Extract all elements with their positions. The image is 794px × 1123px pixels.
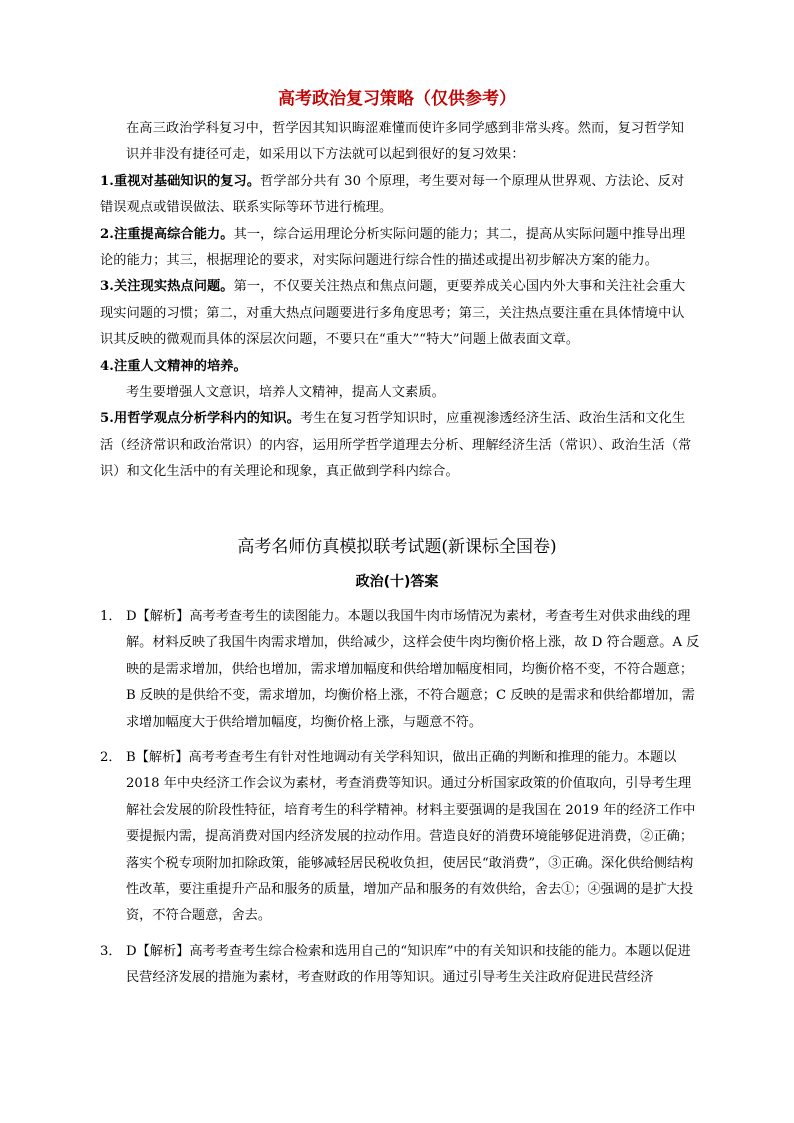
strategy-point-2 xyxy=(100,222,696,275)
point-heading: 2.注重提高综合能力。 xyxy=(100,226,234,242)
answer-number: 3． xyxy=(100,943,122,959)
answer-number: 2． xyxy=(100,750,122,766)
strategy-point-3 xyxy=(100,274,696,353)
strategy-point-5 xyxy=(100,406,696,485)
answer-number: 1． xyxy=(100,609,122,624)
point-heading: 4.注重人文精神的培养。 xyxy=(100,358,247,374)
point-heading: 1.重视对基础知识的复习。 xyxy=(100,173,261,189)
point-heading: 5.用哲学观点分析学科内的知识。 xyxy=(100,411,300,427)
answer-item xyxy=(100,745,700,930)
point-body: 考生在复习哲学知识时，应重视渗透经济生活、政治生活和文化生活（经济常识和政治常识）的内容，运用所学哲学道理去分析、理解经济生活（常识）、政治生活（常识）和文化生活中的有关理论和现象，真正做到学科内综合。 xyxy=(100,411,692,480)
strategy-point-1 xyxy=(100,169,696,222)
point-body: 其一，综合运用理论分析实际问题的能力；其二，提高从实际问题中推导出理论的能力；其三，根据理论的要求，对实际问题进行综合性的描述或提出初步解决方案的能力。 xyxy=(100,226,686,269)
answer-list xyxy=(100,604,700,1001)
point-body: 第一，不仅要关注热点和焦点问题，更要养成关心国内外大事和关注社会重大现实问题的习惯；第二，对重大热点问题要进行多角度思考；第三，关注热点要注重在具体情境中认识其反映的微观而具体的深层次问题，不要只在“重大”“特大”问题上做表面文章。 xyxy=(100,279,686,348)
answer-text: D【解析】高考考查考生的读图能力。本题以我国牛肉市场情况为素材，考查考生对供求曲线的理解。材料反映了我国牛肉需求增加，供给减少，这样会使牛肉均衡价格上涨，故 D 符合题意。A 反映的是需求增加，供给也增加，需求增加幅度和供给增加幅度相同，均衡价格不变，不符合题意；B 反映的是供给不变，需求增加，均衡价格上涨，不符合题意；C 反映的是需求和供给都增加，需求增加幅度大于供给增加幅度，均衡价格上涨，与题意不符。 xyxy=(126,609,700,730)
strategy-point-4 xyxy=(100,354,696,380)
answer-item xyxy=(100,939,700,992)
exam-subtitle: 政治(十)答案 xyxy=(355,574,439,590)
strategy-body xyxy=(100,116,696,486)
answer-text: B【解析】高考考查考生有针对性地调动有关学科知识，做出正确的判断和推理的能力。本题以 2018 年中央经济工作会议为素材，考查消费等知识。通过分析国家政策的价值取向，引导考生理解社会发展的阶段性特征，培育考生的科学精神。材料主要强调的是我国在 2019 年的经济工作中要提振内需，提高消费对国内经济发展的拉动作用。营造良好的消费环境能够促进消费，②正确；落实个税专项附加扣除政策，能够减轻居民税收负担，使居民“敢消费”，③正确。深化供给侧结构性改革，要注重提升产品和服务的质量，增加产品和服务的有效供给，舍去①；④强调的是扩大投资，不符合题意，舍去。 xyxy=(126,750,696,924)
point-heading: 3.关注现实热点问题。 xyxy=(100,279,234,295)
strategy-point-4-body: 考生要增强人文意识，培养人文精神，提高人文素质。 xyxy=(126,385,445,401)
answer-text: D【解析】高考考查考生综合检索和选用自己的“知识库”中的有关知识和技能的能力。本题以促进民营经济发展的措施为素材，考查财政的作用等知识。通过引导考生关注政府促进民营经济 xyxy=(126,943,691,986)
exam-title: 高考名师仿真模拟联考试题(新课标全国卷) xyxy=(237,537,557,557)
strategy-intro: 在高三政治学科复习中，哲学因其知识晦涩难懂而使许多同学感到非常头疼。然而，复习哲学知识并非没有捷径可走，如采用以下方法就可以起到很好的复习效果： xyxy=(126,121,685,163)
answer-item xyxy=(100,604,700,736)
point-body: 哲学部分共有 30 个原理，考生要对每一个原理从世界观、方法论、反对错误观点或错误做法、联系实际等环节进行梳理。 xyxy=(100,173,685,216)
strategy-title: 高考政治复习策略（仅供参考） xyxy=(278,89,516,109)
